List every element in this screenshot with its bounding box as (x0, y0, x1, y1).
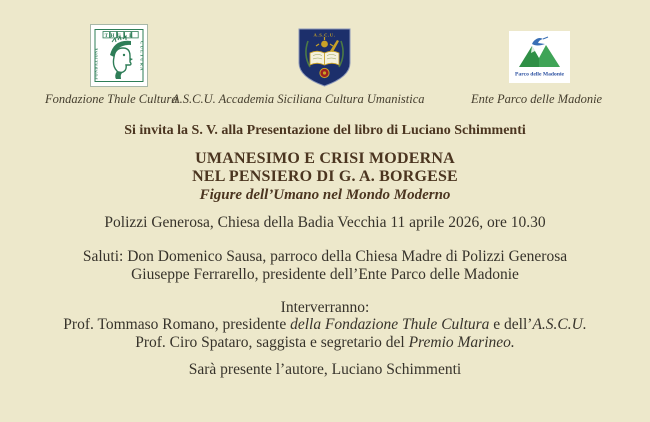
fondazione-thule-cultura-logo (90, 24, 148, 87)
speaker1-pre: Prof. Tommaso Romano, presidente (63, 316, 291, 333)
saluti-line-2: Giuseppe Ferrarello, presidente dell’Ente Parco delle Madonie (131, 266, 519, 283)
book-subtitle: Figure dell’Umano nel Mondo Moderno (199, 187, 451, 203)
book-title-line1: UMANESIMO E CRISI MODERNA (195, 150, 455, 167)
book-title-line2: NEL PENSIERO DI G. A. BORGESE (192, 168, 458, 185)
ascu-acronym-text: A.S.C.U. (313, 32, 336, 38)
caption-ascu: A.S.C.U. Accademia Siciliana Cultura Umanistica (172, 92, 425, 106)
thule-logo-left-text: FONDAZIONE (94, 47, 99, 80)
interverranno-heading: Interverranno: (280, 299, 370, 316)
speaker2-italic-premio: Premio Marineo. (408, 334, 515, 351)
speaker1-mid: e dell’ (489, 316, 533, 333)
ascu-logo (296, 27, 353, 88)
author-presence-line: Sarà presente l’autore, Luciano Schimmenti (188, 361, 462, 378)
thule-logo-top-text: THULE (104, 33, 136, 39)
venue-date-line: Polizzi Generosa, Chiesa della Badia Vecchia 11 aprile 2026, ore 10.30 (104, 214, 546, 231)
parco-madonie-logo (509, 31, 570, 83)
speaker-line-2 (0, 334, 650, 352)
speaker1-italic-fondazione: della Fondazione Thule Cultura (290, 316, 490, 333)
logo-captions-row (0, 92, 650, 108)
caption-fondazione-thule: Fondazione Thule Cultura (45, 92, 178, 106)
ascu-logo-graphic (296, 27, 353, 88)
thule-logo-graphic (90, 24, 148, 87)
madonie-logo-graphic (509, 31, 570, 83)
saluti-line-1: Saluti: Don Domenico Sausa, parroco della Chiesa Madre di Polizzi Generosa (82, 248, 568, 265)
red-seal-icon (320, 68, 329, 77)
caption-ente-parco: Ente Parco delle Madonie (471, 92, 603, 106)
invite-line: Si invita la S. V. alla Presentazione del libro di Luciano Schimmenti (124, 123, 526, 138)
speaker-line-1 (0, 316, 650, 334)
speaker2-pre: Prof. Ciro Spataro, saggista e segretario del (135, 334, 409, 351)
thule-logo-right-text: CULTURA (139, 41, 145, 72)
madonie-logo-label: Parco delle Madonie (515, 71, 564, 78)
open-book-icon (310, 51, 339, 65)
speaker1-italic-ascu: A.S.C.U. (532, 316, 587, 333)
